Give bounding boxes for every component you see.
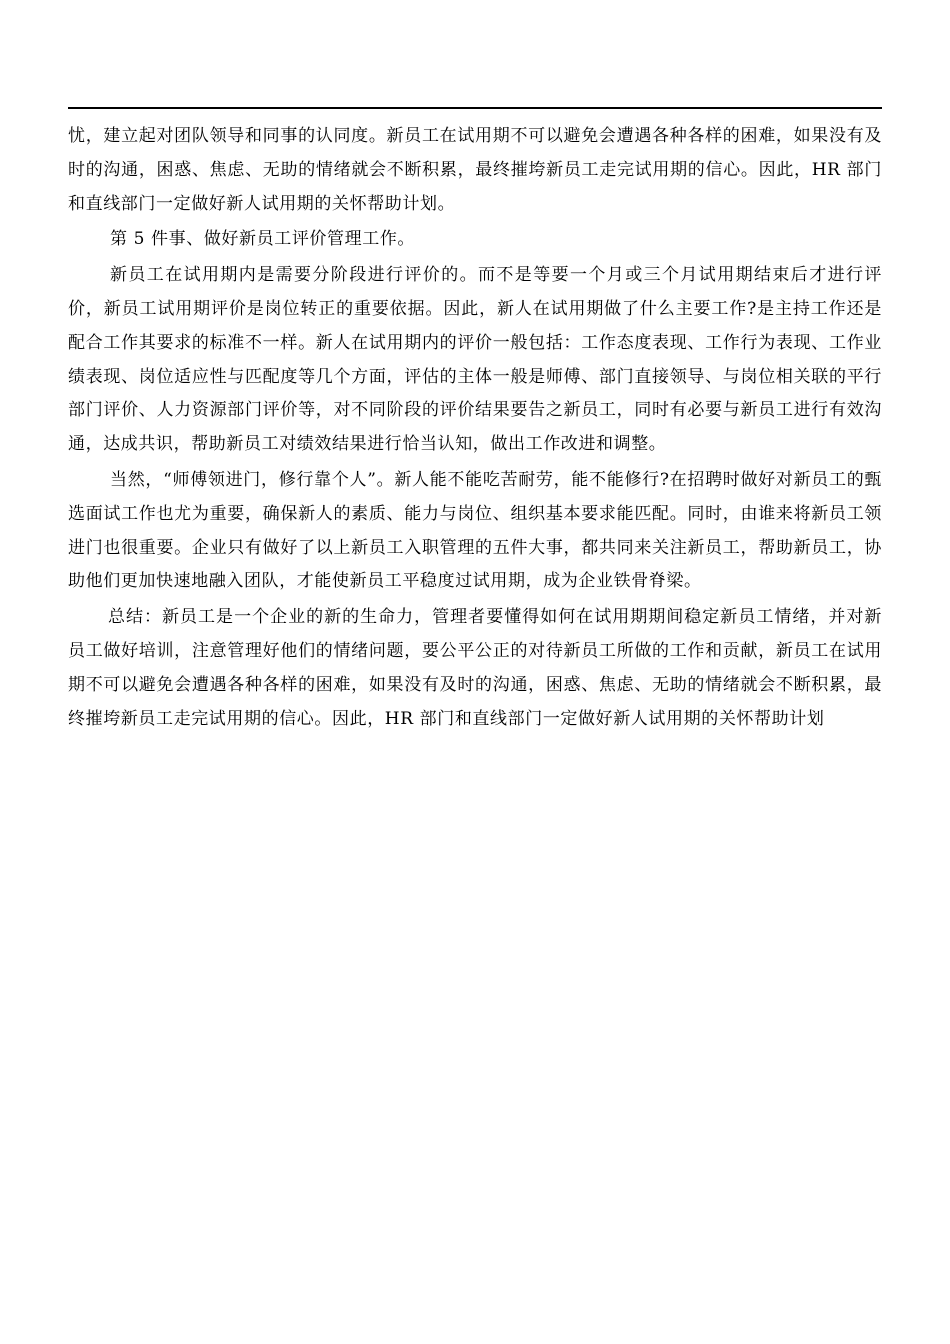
paragraph-continuation: 忧，建立起对团队领导和同事的认同度。新员工在试用期不可以避免会遭遇各种各样的困难，如果没有及时的沟通，困惑、焦虑、无助的情绪就会不断积累，最终摧垮新员工走完试用期的信心。因此，HR 部门和直线部门一定做好新人试用期的关怀帮助计划。 (68, 126, 882, 214)
paragraph-mentor: 当然，“师傅领进门，修行靠个人”。新人能不能吃苦耐劳，能不能修行?在招聘时做好对新员工的甄选面试工作也尤为重要，确保新人的素质、能力与岗位、组织基本要求能匹配。同时，由谁来将新员工领进门也很重要。企业只有做好了以上新员工入职管理的五件大事，都共同来关注新员工，帮助新员工，协助他们更加快速地融入团队，才能使新员工平稳度过试用期，成为企业铁骨脊梁。 (68, 469, 882, 592)
paragraph-summary: 总结：新员工是一个企业的新的生命力，管理者要懂得如何在试用期期间稳定新员工情绪，并对新员工做好培训，注意管理好他们的情绪问题，要公平公正的对待新员工所做的工作和贡献，新员工在试用期不可以避免会遭遇各种各样的困难，如果没有及时的沟通，困惑、焦虑、无助的情绪就会不断积累，最终摧垮新员工走完试用期的信心。因此，HR 部门和直线部门一定做好新人试用期的关怀帮助计划 (68, 607, 882, 729)
section-heading-item-5: 第 5 件事、做好新员工评价管理工作。 (110, 229, 416, 250)
document-body (68, 120, 882, 736)
header-rule (68, 107, 882, 109)
paragraph-evaluation: 新员工在试用期内是需要分阶段进行评价的。而不是等要一个月或三个月试用期结束后才进行评价，新员工试用期评价是岗位转正的重要依据。因此，新人在试用期做了什么主要工作?是主持工作还是配合工作其要求的标准不一样。新人在试用期内的评价一般包括：工作态度表现、工作行为表现、工作业绩表现、岗位适应性与匹配度等几个方面，评估的主体一般是师傅、部门直接领导、与岗位相关联的平行部门评价、人力资源部门评价等，对不同阶段的评价结果要告之新员工，同时有必要与新员工进行有效沟通，达成共识，帮助新员工对绩效结果进行恰当认知，做出工作改进和调整。 (68, 265, 882, 455)
